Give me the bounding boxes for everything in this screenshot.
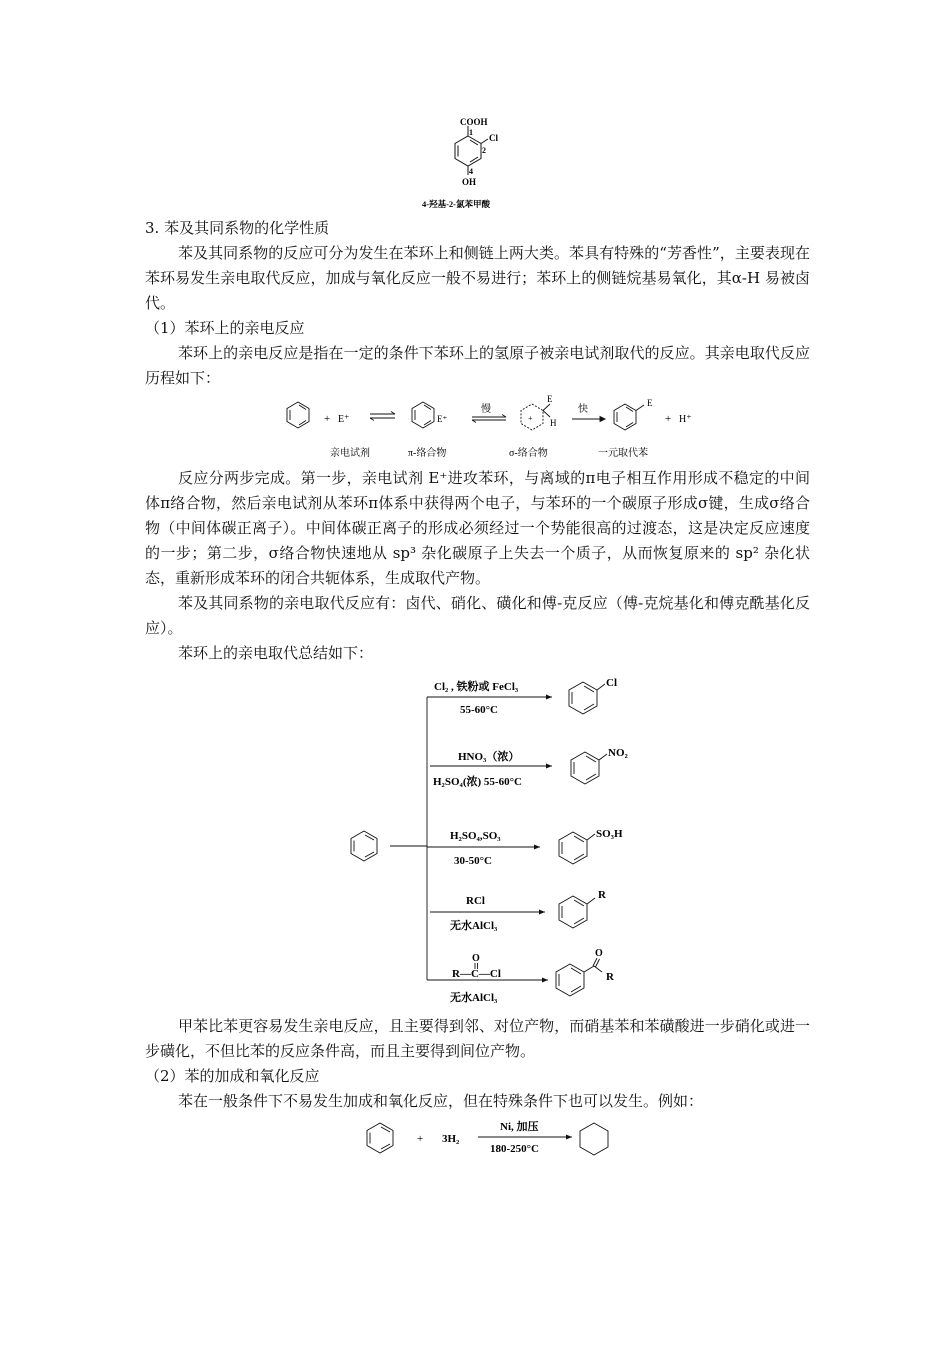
label-sigma-complex: σ-络合物 — [509, 448, 548, 459]
chlorobenzene-cl: Cl — [606, 677, 617, 689]
hydrogen-reagent: 3H₂ — [442, 1133, 460, 1145]
acylation-reagent: R—C—Cl — [452, 968, 501, 980]
slow-label: 慢 — [481, 404, 491, 415]
nitration-condition: H₂SO₄(浓) 55-60°C — [433, 776, 522, 788]
acylation-reagent-o: O — [472, 953, 480, 964]
alkylation-reagent: RCl — [466, 895, 485, 907]
alkylbenzene-r: R — [598, 889, 606, 901]
h-plus: H⁺ — [679, 414, 692, 425]
nitrobenzene-no2: NO₂ — [608, 747, 628, 759]
paragraph-2: 苯环上的亲电反应是指在一定的条件下苯环上的氢原子被亲电试剂取代的反应。其亲电取代反应历程如下： — [145, 344, 810, 387]
halogenation-condition: 55-60°C — [460, 704, 499, 716]
mechanism-scheme — [280, 392, 720, 464]
hydrogenation-plus: + — [417, 1133, 424, 1145]
label-electrophile: 亲电试剂 — [330, 448, 370, 459]
subsection-2-heading: （2）苯的加成和氧化反应 — [145, 1067, 320, 1085]
plus-2: + — [665, 413, 672, 425]
section-3-heading: 3. 苯及其同系物的化学性质 — [145, 219, 330, 237]
electrophile-e-plus: E⁺ — [338, 414, 350, 425]
oh-label: OH — [462, 177, 477, 187]
halogenation-reagent: Cl₂ , 铁粉或 FeCl₃ — [434, 681, 519, 693]
pi-complex-e-plus: E⁺ — [437, 414, 448, 424]
hydrogenation-condition: 180-250°C — [490, 1143, 540, 1155]
nitration-reagent: HNO₃（浓） — [458, 751, 520, 763]
cooh-label: COOH — [460, 117, 488, 127]
benzenesulfonic-so3h: SO₃H — [596, 828, 623, 840]
label-product: 一元取代苯 — [598, 448, 648, 459]
product-e-label: E — [647, 398, 653, 408]
hydrogenation-catalyst: Ni, 加压 — [500, 1121, 539, 1133]
hydrogenation-scheme — [360, 1112, 630, 1162]
paragraph-4: 苯及其同系物的亲电取代反应有：卤代、硝化、磺化和傅-克反应（傅-克烷基化和傅克酰基化反应）。 — [145, 594, 810, 637]
plus-1: + — [324, 413, 331, 425]
paragraph-6: 甲苯比苯更容易发生亲电反应，且主要得到邻、对位产物，而硝基苯和苯磺酸进一步硝化或进一步磺化，不但比苯的反应条件高，而且主要得到间位产物。 — [145, 1017, 810, 1060]
fast-label: 快 — [578, 404, 588, 415]
paragraph-7: 苯在一般条件下不易发生加成和氧化反应，但在特殊条件下也可以发生。例如： — [178, 1092, 704, 1110]
acylbenzene-r: R — [606, 971, 614, 983]
paragraph-3: 反应分两步完成。第一步，亲电试剂 E⁺进攻苯环，与离域的π电子相互作用形成不稳定的中间体π络合物，然后亲电试剂从苯环π体系中获得两个电子，与苯环的一个碳原子形成σ键，生成σ络合物（中间体碳正离子）。中间体碳正离子的形成必须经过一个势能很高的过渡态，这是决定反应速度的一步；第二步，σ络合物快速地从 sp³ 杂化碳原子上失去一个质子，从而恢复原来的 sp² 杂化状态，重新形成苯环的闭合共轭体系，生成取代产物。 — [145, 469, 810, 587]
acylbenzene-o: O — [595, 948, 603, 959]
position-1-label: 1 — [469, 128, 473, 137]
position-4-label: 4 — [469, 167, 473, 176]
subsection-1-heading: （1）苯环上的亲电反应 — [145, 319, 305, 337]
alkylation-catalyst: 无水AlCl₃ — [450, 920, 498, 932]
label-pi-complex: π-络合物 — [408, 448, 447, 459]
sulfonation-reagent: H₂SO₄,SO₃ — [450, 830, 501, 842]
cl-label: Cl — [489, 133, 498, 143]
substitution-summary-scheme — [330, 672, 670, 1012]
sigma-h-label: H — [550, 418, 557, 428]
structure-4-hydroxy-2-chlorobenzoic-acid — [420, 112, 540, 217]
position-2-label: 2 — [482, 146, 486, 155]
structure-caption: 4-羟基-2-氯苯甲酸 — [422, 199, 490, 209]
sigma-e-label: E — [547, 394, 553, 404]
paragraph-5: 苯环上的亲电取代总结如下： — [178, 644, 374, 662]
sigma-plus-charge: + — [528, 414, 533, 423]
sulfonation-condition: 30-50°C — [454, 855, 493, 867]
paragraph-1: 苯及其同系物的反应可分为发生在苯环上和侧链上两大类。苯具有特殊的“芳香性”，主要表现在苯环易发生亲电取代反应，加成与氧化反应一般不易进行；苯环上的侧链烷基易氧化，其α-H 易被卤代。 — [145, 244, 810, 312]
acylation-catalyst: 无水AlCl₃ — [450, 992, 498, 1004]
